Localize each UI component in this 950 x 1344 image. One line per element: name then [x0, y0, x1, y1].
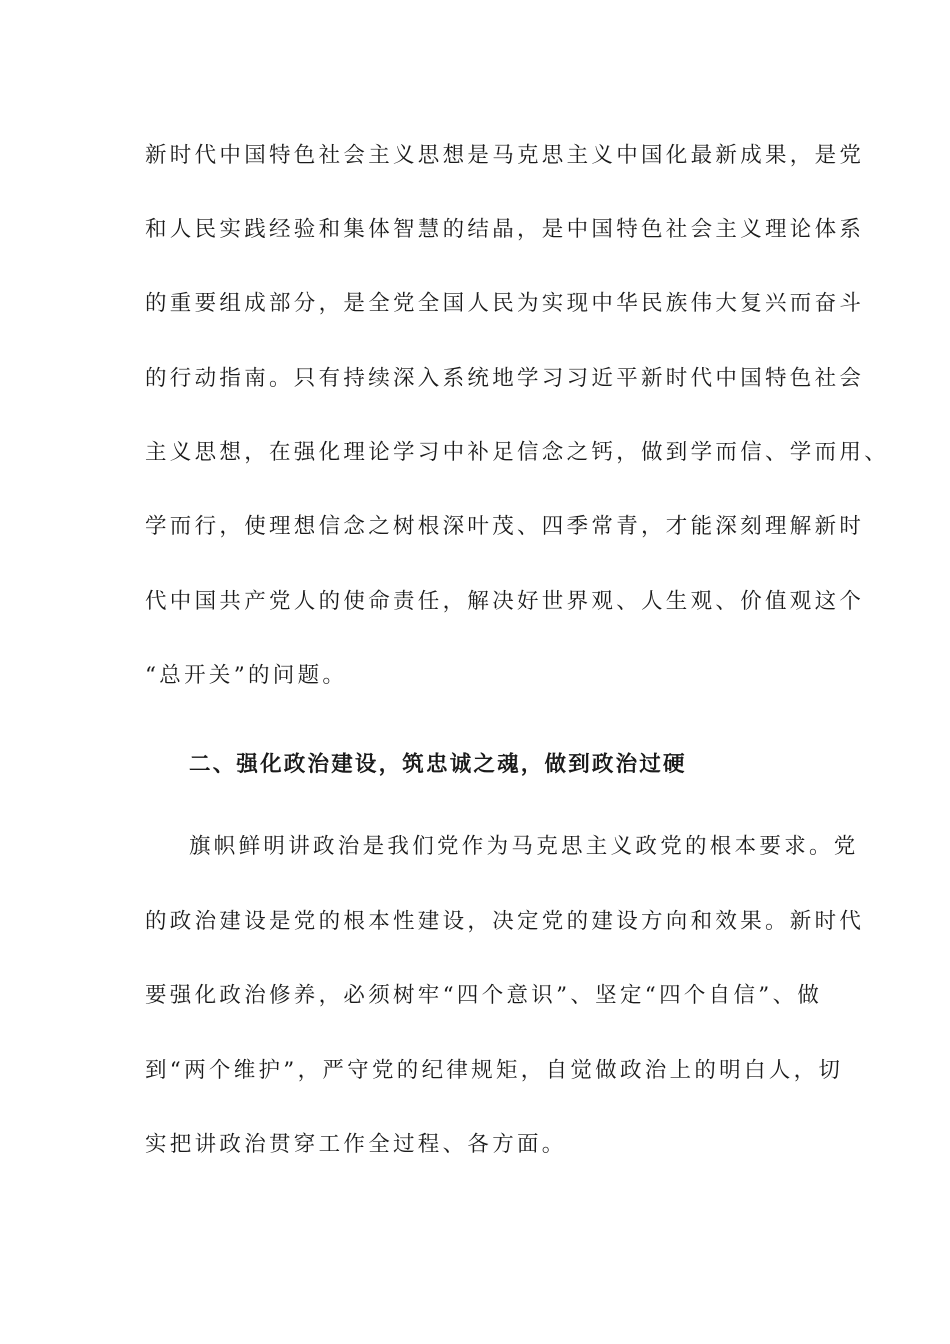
paragraph-1-line-3: 的重要组成部分，是全党全国人民为实现中华民族伟大复兴而奋斗: [145, 291, 865, 316]
paragraph-1-line-5: 主义思想，在强化理论学习中补足信念之钙，做到学而信、学而用、: [145, 440, 890, 465]
paragraph-1-line-6: 学而行，使理想信念之树根深叶茂、四季常青，才能深刻理解新时: [145, 514, 865, 539]
paragraph-1-line-1: 新时代中国特色社会主义思想是马克思主义中国化最新成果，是党: [145, 143, 865, 168]
paragraph-1-line-8: “总开关”的问题。: [145, 663, 348, 688]
paragraph-2-line-5: 实把讲政治贯穿工作全过程、各方面。: [145, 1132, 567, 1157]
paragraph-2-line-4: 到“两个维护”，严守党的纪律规矩，自觉做政治上的明白人，切: [145, 1058, 844, 1083]
paragraph-1-line-2: 和人民实践经验和集体智慧的结晶，是中国特色社会主义理论体系: [145, 217, 865, 242]
paragraph-2-line-1: 旗帜鲜明讲政治是我们党作为马克思主义政党的根本要求。党: [189, 834, 859, 859]
paragraph-1-line-4: 的行动指南。只有持续深入系统地学习习近平新时代中国特色社会: [145, 366, 865, 391]
paragraph-2-line-2: 的政治建设是党的根本性建设，决定党的建设方向和效果。新时代: [145, 909, 865, 934]
section-2-heading: 二、强化政治建设，筑忠诚之魂，做到政治过硬: [189, 752, 687, 777]
paragraph-1-line-7: 代中国共产党人的使命责任，解决好世界观、人生观、价值观这个: [145, 589, 865, 614]
paragraph-2-line-3: 要强化政治修养，必须树牢“四个意识”、坚定“四个自信”、做: [145, 983, 823, 1008]
